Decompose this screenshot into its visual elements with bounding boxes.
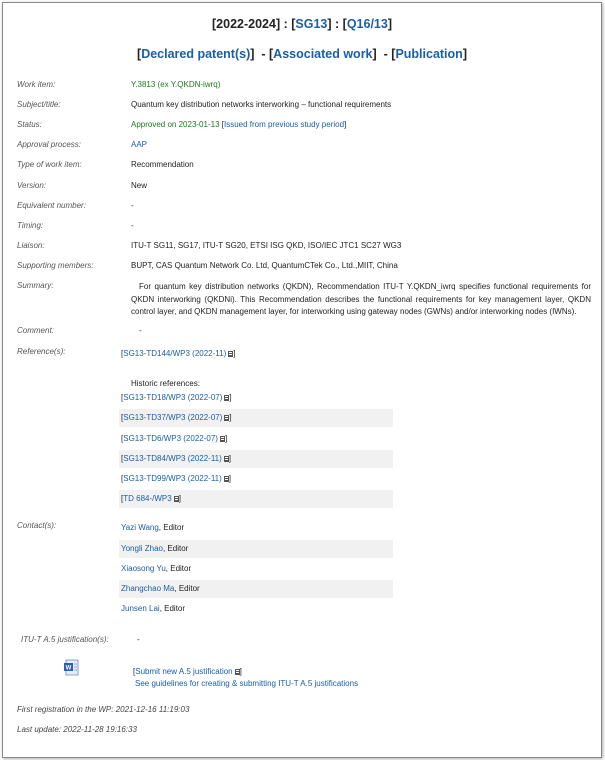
historic-item[interactable]: [SG13-TD99/WP3 (2022-11) ] — [121, 474, 232, 483]
historic-item[interactable]: [SG13-TD37/WP3 (2022-07) ] — [119, 409, 393, 427]
declared-patents-link[interactable]: Declared patent(s) — [141, 47, 251, 61]
document-icon — [235, 669, 240, 675]
submit-a5-link[interactable]: Submit new A.5 justification — [135, 667, 233, 676]
historic-link[interactable]: SG13-TD6/WP3 (2022-07) — [123, 434, 218, 443]
page-header: [2022-2024] : [SG13] : [Q16/13] — [212, 17, 392, 31]
historic-link[interactable]: SG13-TD18/WP3 (2022-07) — [123, 393, 223, 402]
first-registration: First registration in the WP: 2021-12-16 11:19:03 — [17, 705, 190, 714]
svg-text:W: W — [65, 665, 72, 672]
document-icon — [224, 456, 229, 462]
historic-link[interactable]: SG13-TD99/WP3 (2022-11) — [123, 474, 222, 483]
a5-guidelines-link[interactable]: See guidelines for creating & submitting ITU-T A.5 justifications — [135, 679, 359, 688]
historic-link[interactable]: SG13-TD37/WP3 (2022-07) — [123, 413, 223, 422]
reference-link[interactable]: SG13-TD144/WP3 (2022-11) — [123, 349, 227, 358]
document-icon — [224, 476, 229, 482]
equivalent-value: - — [131, 201, 134, 210]
historic-item[interactable]: [SG13-TD84/WP3 (2022-11) ] — [119, 450, 393, 468]
historic-link[interactable]: SG13-TD84/WP3 (2022-11) — [123, 454, 222, 463]
supporting-value: BUPT, CAS Quantum Network Co. Ltd, QuantumCTek Co., Ltd.,MIIT, China — [131, 261, 398, 270]
a5-value: - — [137, 635, 140, 644]
supporting-label: Supporting members: — [17, 261, 94, 270]
contact-item: Junsen Lai, Editor — [121, 604, 186, 613]
comment-value: - — [139, 326, 142, 335]
status-value: Approved on 2023-01-13 — [131, 120, 220, 129]
summary-value: For quantum key distribution networks (QKDN), Recommendation ITU-T Y.QKDN_iwrq specifies functional requirements for QKDN interworking (QKDNi). This Recommendation describes the functional requirements for key management layer, QKDN control layer, and QKDN management layer, for interworking using gateway nodes (GWNs) and/or interworking nodes (IWNs). — [131, 282, 591, 316]
historic-label: Historic references: — [131, 379, 200, 388]
status-label: Status: — [17, 120, 42, 129]
contact-item: Yazi Wang, Editor — [121, 523, 185, 532]
work-item-value: Y.3813 (ex Y.QKDN-iwrq) — [131, 80, 221, 89]
contact-link[interactable]: Junsen Lai — [121, 604, 160, 613]
subject-value: Quantum key distribution networks interworking – functional requirements — [131, 100, 392, 109]
liaison-label: Liaison: — [17, 241, 45, 250]
sg-link[interactable]: SG13 — [295, 17, 328, 31]
subject-label: Subject/title: — [17, 100, 61, 109]
question-link[interactable]: Q16/13 — [346, 17, 388, 31]
summary-label: Summary: — [17, 281, 54, 290]
nav-links: [Declared patent(s)] - [Associated work] - [Publication] — [137, 47, 467, 61]
document-icon — [174, 496, 179, 502]
contacts-label: Contact(s): — [17, 521, 57, 530]
study-period: [2022-2024] — [212, 17, 281, 31]
document-icon — [228, 351, 233, 357]
contact-item: Xiaosong Yu, Editor — [121, 564, 192, 573]
comment-label: Comment: — [17, 326, 54, 335]
work-item-label: Work item: — [17, 80, 56, 89]
contact-link[interactable]: Yazi Wang — [121, 523, 159, 532]
contact-item: Zhangchao Ma, Editor — [119, 580, 393, 598]
page-frame: [2022-2024] : [SG13] : [Q16/13] [Declared patent(s)] - [Associated work] - [Publication] Work item: Y.3813 (ex Y.QKDN-iwrq) Subject/title: Quantum key distribution networks interworking – functional requirements Status: Approved on 2023-01-13 [Issued from previous study period] Approval process: AAP Type of work item: Recommendation Version: New Equivalent number: - Timing: - Liaison: ITU-T SG11, SG17, ITU-T SG20, ETSI ISG QKD, ISO/IEC JTC1 SC27 WG3 Supporting members: BUPT, CAS Quantum Network Co. Ltd, QuantumCTek Co., Ltd.,MIIT, China Summary: For quantum key distribution networks (QKDN), Recommendation ITU-T Y.QKDN_iwrq specifies functional requirements for QKDN interworking (QKDNi). This Recommendation describes the functional requirements for key management layer, QKDN control layer, and QKDN management layer, for interworking using gateway nodes (GWNs) and/or interworking nodes (IWNs). Comment: - Reference(s): [SG13-TD144/WP3 (2022-11) ] Historic references: [SG13-TD18/WP3 (2022-07) ] [SG13-TD37/WP3 (2022-07) ] [SG13-TD6/WP3 (2022-07) ] [SG13-TD84/WP3 (2022-11) ] [SG13-TD99/WP3 (2022-11) ] [TD 684-/WP3 ] Contact(s): Yazi Wang, Editor Yongli Zhao, Editor Xiaosong Yu, Editor Zhangchao Ma, Editor Junsen Lai, Editor ITU-T A.5 justification(s): - W [Submit new A.5 justification ] See guidelines for creating & submitting ITU-T A.5 justifications First registration in the WP: 2021-12-16 11:19:03 Last update: 2022-11-28 19:16:33 — [2, 2, 602, 758]
historic-item[interactable]: [SG13-TD18/WP3 (2022-07) ] — [121, 393, 232, 402]
reference-item[interactable]: [SG13-TD144/WP3 (2022-11) ] — [121, 349, 236, 358]
historic-item[interactable]: [TD 684-/WP3 ] — [119, 490, 393, 508]
references-label: Reference(s): — [17, 347, 66, 356]
approval-link[interactable]: AAP — [131, 140, 148, 149]
publication-link[interactable]: Publication — [395, 47, 463, 61]
type-value: Recommendation — [131, 160, 194, 169]
version-label: Version: — [17, 181, 47, 190]
document-icon — [224, 415, 229, 421]
timing-value: - — [131, 221, 134, 230]
type-label: Type of work item: — [17, 160, 82, 169]
historic-link[interactable]: TD 684-/WP3 — [123, 494, 172, 503]
a5-label: ITU-T A.5 justification(s): — [21, 635, 109, 644]
last-update: Last update: 2022-11-28 19:16:33 — [17, 725, 137, 734]
document-icon — [220, 436, 225, 442]
contact-link[interactable]: Xiaosong Yu — [121, 564, 166, 573]
status-link[interactable]: Issued from previous study period — [223, 120, 345, 129]
version-value: New — [131, 181, 148, 190]
document-icon — [224, 395, 229, 401]
timing-label: Timing: — [17, 221, 44, 230]
historic-item[interactable]: [SG13-TD6/WP3 (2022-07) ] — [121, 434, 228, 443]
associated-work-link[interactable]: Associated work — [273, 47, 373, 61]
equivalent-label: Equivalent number: — [17, 201, 86, 210]
liaison-value: ITU-T SG11, SG17, ITU-T SG20, ETSI ISG QKD, ISO/IEC JTC1 SC27 WG3 — [131, 241, 402, 250]
contact-link[interactable]: Zhangchao Ma — [121, 584, 175, 593]
word-document-icon — [63, 659, 79, 676]
approval-label: Approval process: — [17, 140, 82, 149]
contact-item: Yongli Zhao, Editor — [119, 540, 393, 558]
contact-link[interactable]: Yongli Zhao — [121, 544, 163, 553]
